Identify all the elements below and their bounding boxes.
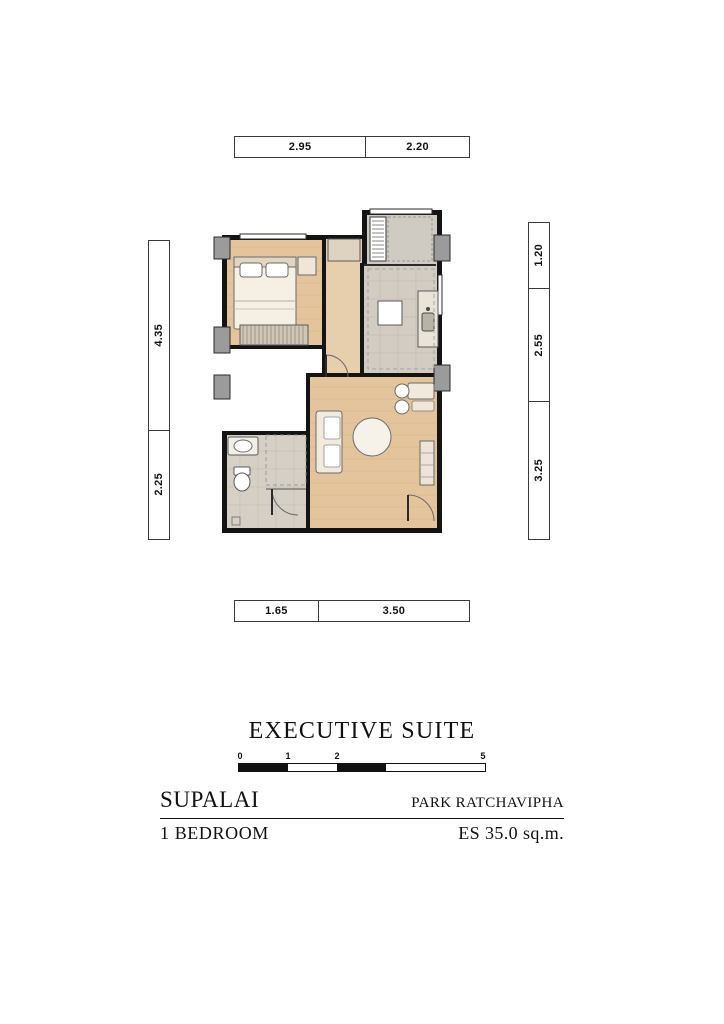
title-divider [160,818,564,819]
dimension-right-1 [529,289,549,402]
scale-tick-2: 2 [334,751,340,761]
info-row [152,823,572,844]
title-block [0,718,724,844]
coffee-table [353,418,391,456]
dimension-left-0-label: 4.35 [153,323,165,347]
sofa [316,411,342,473]
toilet-icon [234,473,250,491]
wardrobe [240,325,308,345]
unit-area: ES 35.0 sq.m. [458,823,564,843]
dimension-strip-left [148,240,170,540]
scale-tick-labels [238,751,486,763]
dimension-right-0 [529,223,549,289]
scale-tick-0: 0 [237,751,243,761]
unit-floorplan [212,205,502,545]
washbasin-icon [234,440,252,452]
brand-row [152,787,572,816]
faucet-icon [426,307,430,311]
dimension-right-2 [529,402,549,539]
dimension-left-0 [149,241,169,431]
dimension-bottom-0: 1.65 [235,601,319,621]
unit-type: 1 BEDROOM [160,823,269,843]
closet [328,239,360,261]
scale-tick-1: 1 [285,751,291,761]
project-name: PARK RATCHAVIPHA [411,795,564,811]
tv-console [420,441,434,485]
dimension-right-0-label: 1.20 [533,244,545,267]
dimension-strip-right [528,222,550,540]
dimension-bottom-1: 3.50 [382,605,406,617]
brand-name: SUPALAI [160,787,260,812]
dimension-top-1: 2.20 [406,141,429,153]
dimension-right-2-label: 3.25 [533,459,545,482]
kitchen-appliance [378,301,402,325]
kitchen-counter [418,291,438,347]
scale-bar-segments [238,763,486,772]
sink-icon [422,313,434,331]
dimension-right-1-label: 2.55 [533,333,545,357]
dimension-strip-bottom [234,600,470,622]
dimension-left-1-label: 2.25 [153,473,165,497]
scale-bar [238,751,486,777]
dimension-left-1 [149,431,169,539]
dimension-top-0: 2.95 [235,137,366,157]
scale-tick-3: 5 [480,751,486,761]
plan-title: EXECUTIVE SUITE [248,718,476,744]
dimension-strip-top [234,136,470,158]
